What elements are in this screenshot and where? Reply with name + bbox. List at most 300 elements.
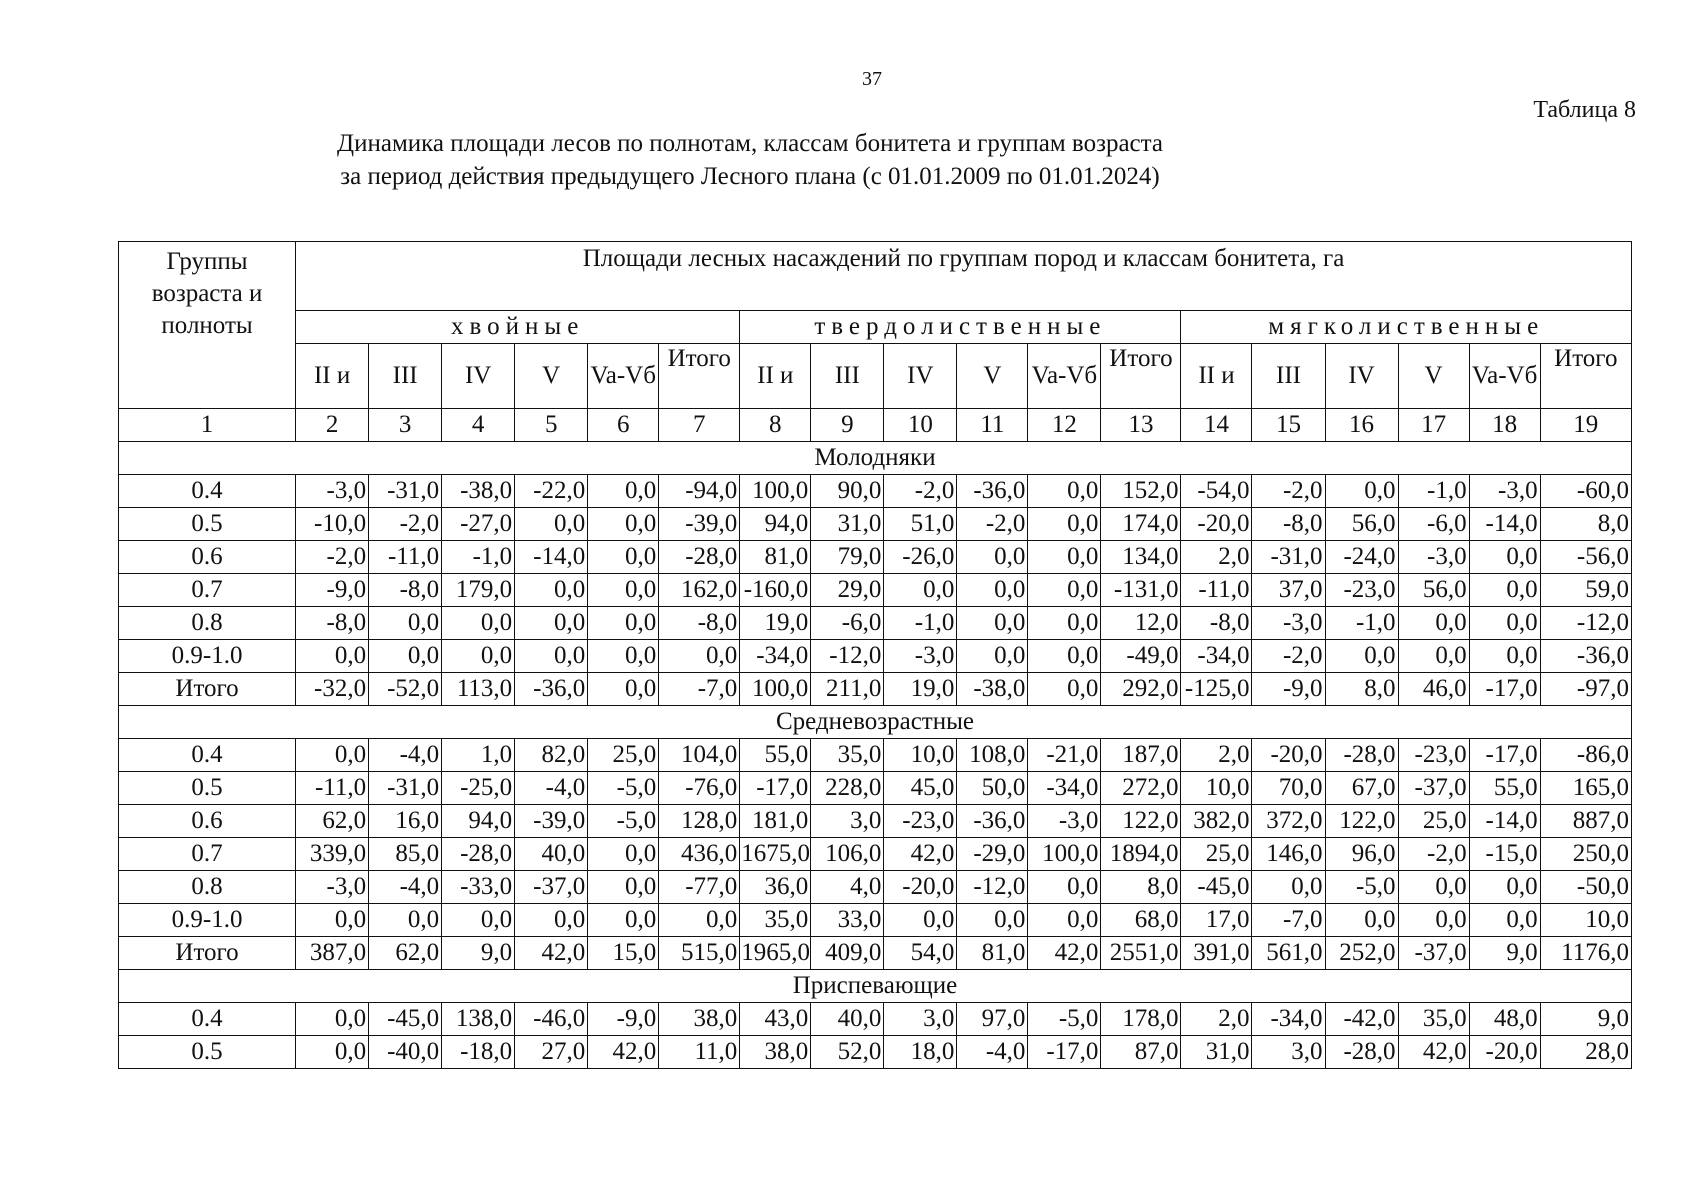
table-cell: 0,0	[296, 904, 369, 937]
table-cell: 55,0	[1469, 772, 1540, 805]
table-cell: -2,0	[957, 508, 1028, 541]
table-cell: 10,0	[1181, 772, 1252, 805]
header-subcol: V	[515, 344, 588, 409]
table-cell: 0,0	[884, 574, 957, 607]
table-cell: -34,0	[1028, 772, 1101, 805]
table-cell: 3,0	[811, 805, 884, 838]
table-cell: 0,0	[1469, 574, 1540, 607]
table-cell: 100,0	[740, 673, 811, 706]
section-title: Средневозрастные	[119, 706, 1632, 739]
table-cell: 179,0	[442, 574, 515, 607]
table-cell: 0,0	[1252, 871, 1325, 904]
table-cell: -54,0	[1181, 475, 1252, 508]
table-row	[119, 838, 1632, 871]
table-cell: -38,0	[957, 673, 1028, 706]
header-col-number: 1	[119, 409, 296, 442]
table-cell: 382,0	[1181, 805, 1252, 838]
table-cell: -25,0	[442, 772, 515, 805]
table-cell: 128,0	[659, 805, 740, 838]
table-cell: -3,0	[296, 475, 369, 508]
header-subcol: IV	[884, 344, 957, 409]
table-cell: 292,0	[1101, 673, 1181, 706]
title-line-1: Динамика площади лесов по полнотам, классам бонитета и группам возраста	[337, 130, 1163, 157]
table-cell: 56,0	[1325, 508, 1398, 541]
table-cell: 0,0	[515, 508, 588, 541]
table-cell: 45,0	[884, 772, 957, 805]
table-cell: 43,0	[740, 1003, 811, 1036]
table-cell: -4,0	[515, 772, 588, 805]
table-cell: -22,0	[515, 475, 588, 508]
table-cell: 0,0	[1469, 607, 1540, 640]
table-cell: 52,0	[811, 1036, 884, 1069]
table-cell: 152,0	[1101, 475, 1181, 508]
table-cell: 16,0	[369, 805, 442, 838]
table-cell: -39,0	[515, 805, 588, 838]
table-cell: 81,0	[957, 937, 1028, 970]
table-row	[119, 673, 1632, 706]
table-cell: 85,0	[369, 838, 442, 871]
table-cell: 100,0	[1028, 838, 1101, 871]
table-cell: -8,0	[369, 574, 442, 607]
table-cell: -7,0	[659, 673, 740, 706]
table-cell: 10,0	[1540, 904, 1631, 937]
table-cell: 3,0	[884, 1003, 957, 1036]
table-cell: 162,0	[659, 574, 740, 607]
table-cell: -17,0	[740, 772, 811, 805]
header-col-number: 4	[442, 409, 515, 442]
table-cell: 2551,0	[1101, 937, 1181, 970]
table-cell: 81,0	[740, 541, 811, 574]
table-cell: 42,0	[1028, 937, 1101, 970]
table-cell: -7,0	[1252, 904, 1325, 937]
table-cell: 68,0	[1101, 904, 1181, 937]
table-cell: -5,0	[588, 772, 659, 805]
table-cell: 0,0	[1325, 640, 1398, 673]
table-cell: -24,0	[1325, 541, 1398, 574]
table-cell: -3,0	[296, 871, 369, 904]
table-cell: -31,0	[369, 475, 442, 508]
table-cell: -1,0	[1398, 475, 1469, 508]
table-cell: -8,0	[1181, 607, 1252, 640]
table-cell: 0,0	[369, 640, 442, 673]
table-cell: 0,0	[957, 574, 1028, 607]
table-cell: -40,0	[369, 1036, 442, 1069]
forest-dynamics-table	[118, 241, 1632, 1069]
table-row	[119, 904, 1632, 937]
table-row	[119, 640, 1632, 673]
table-row	[119, 508, 1632, 541]
table-cell: -17,0	[1028, 1036, 1101, 1069]
table-cell: 1176,0	[1540, 937, 1631, 970]
table-cell: 0,0	[1469, 904, 1540, 937]
table-cell: -2,0	[296, 541, 369, 574]
header-col-number: 19	[1540, 409, 1631, 442]
table-cell: -34,0	[1252, 1003, 1325, 1036]
header-subcol: IV	[1325, 344, 1398, 409]
table-cell: -9,0	[296, 574, 369, 607]
table-cell: 122,0	[1325, 805, 1398, 838]
table-cell: 0,0	[515, 607, 588, 640]
table-cell: 0,0	[1028, 574, 1101, 607]
table-cell: -86,0	[1540, 739, 1631, 772]
table-cell: 100,0	[740, 475, 811, 508]
table-cell: 2,0	[1181, 1003, 1252, 1036]
header-col-number: 12	[1028, 409, 1101, 442]
table-cell: -52,0	[369, 673, 442, 706]
table-cell: -20,0	[884, 871, 957, 904]
table-cell: -49,0	[1101, 640, 1181, 673]
table-cell: -28,0	[1325, 1036, 1398, 1069]
table-cell: -4,0	[369, 739, 442, 772]
table-cell: -23,0	[884, 805, 957, 838]
section-row	[119, 442, 1632, 475]
table-cell: -32,0	[296, 673, 369, 706]
header-subcol: IV	[442, 344, 515, 409]
table-cell: -37,0	[1398, 772, 1469, 805]
header-subcol: III	[811, 344, 884, 409]
table-cell: 0,0	[369, 607, 442, 640]
table-cell: 38,0	[659, 1003, 740, 1036]
table-cell: 42,0	[884, 838, 957, 871]
section-title: Приспевающие	[119, 970, 1632, 1003]
table-cell: -37,0	[1398, 937, 1469, 970]
table-cell: -14,0	[1469, 805, 1540, 838]
header-col-number: 15	[1252, 409, 1325, 442]
row-label: 0.4	[119, 739, 296, 772]
header-subcol: Va-Vб	[588, 344, 659, 409]
table-cell: 67,0	[1325, 772, 1398, 805]
table-cell: 87,0	[1101, 1036, 1181, 1069]
header-subcol: Итого	[1101, 344, 1181, 409]
table-cell: 12,0	[1101, 607, 1181, 640]
table-cell: 436,0	[659, 838, 740, 871]
table-cell: 181,0	[740, 805, 811, 838]
table-cell: -45,0	[369, 1003, 442, 1036]
table-cell: -38,0	[442, 475, 515, 508]
table-cell: 8,0	[1325, 673, 1398, 706]
table-cell: 0,0	[588, 574, 659, 607]
header-subcol: Итого	[659, 344, 740, 409]
table-cell: -8,0	[1252, 508, 1325, 541]
header-subcol: V	[957, 344, 1028, 409]
table-cell: 0,0	[1028, 508, 1101, 541]
header-col-number: 7	[659, 409, 740, 442]
table-cell: 48,0	[1469, 1003, 1540, 1036]
table-cell: -28,0	[1325, 739, 1398, 772]
table-cell: 19,0	[740, 607, 811, 640]
table-cell: -125,0	[1181, 673, 1252, 706]
table-cell: 0,0	[957, 640, 1028, 673]
table-cell: 82,0	[515, 739, 588, 772]
table-cell: 0,0	[442, 607, 515, 640]
table-cell: -36,0	[515, 673, 588, 706]
table-cell: 31,0	[1181, 1036, 1252, 1069]
table-cell: 108,0	[957, 739, 1028, 772]
table-cell: -18,0	[442, 1036, 515, 1069]
table-cell: 165,0	[1540, 772, 1631, 805]
table-cell: -14,0	[515, 541, 588, 574]
table-cell: 0,0	[1398, 607, 1469, 640]
table-row	[119, 1003, 1632, 1036]
table-cell: 42,0	[588, 1036, 659, 1069]
header-subcol: III	[369, 344, 442, 409]
table-cell: 62,0	[296, 805, 369, 838]
table-cell: -11,0	[369, 541, 442, 574]
table-cell: -4,0	[957, 1036, 1028, 1069]
table-cell: 134,0	[1101, 541, 1181, 574]
table-cell: 50,0	[957, 772, 1028, 805]
header-subcol: II и	[740, 344, 811, 409]
row-label: 0.4	[119, 475, 296, 508]
row-label: 0.5	[119, 1036, 296, 1069]
table-row	[119, 541, 1632, 574]
table-cell: 0,0	[442, 640, 515, 673]
table-cell: 339,0	[296, 838, 369, 871]
table-cell: -6,0	[811, 607, 884, 640]
table-cell: 387,0	[296, 937, 369, 970]
table-cell: 0,0	[1325, 475, 1398, 508]
table-cell: -45,0	[1181, 871, 1252, 904]
table-cell: 0,0	[369, 904, 442, 937]
table-cell: -3,0	[1252, 607, 1325, 640]
table-cell: 35,0	[811, 739, 884, 772]
table-cell: -20,0	[1469, 1036, 1540, 1069]
table-cell: -3,0	[1028, 805, 1101, 838]
table-cell: 0,0	[588, 508, 659, 541]
table-row	[119, 739, 1632, 772]
table-cell: 372,0	[1252, 805, 1325, 838]
table-cell: 31,0	[811, 508, 884, 541]
table-cell: -46,0	[515, 1003, 588, 1036]
table-cell: 0,0	[1398, 871, 1469, 904]
table-cell: 42,0	[1398, 1036, 1469, 1069]
table-cell: -23,0	[1325, 574, 1398, 607]
table-cell: -17,0	[1469, 673, 1540, 706]
table-cell: -20,0	[1181, 508, 1252, 541]
table-cell: -36,0	[957, 805, 1028, 838]
table-row	[119, 772, 1632, 805]
row-label: 0.7	[119, 838, 296, 871]
table-cell: 0,0	[515, 640, 588, 673]
table-cell: 104,0	[659, 739, 740, 772]
table-cell: 0,0	[884, 904, 957, 937]
table-cell: 25,0	[588, 739, 659, 772]
table-cell: -28,0	[442, 838, 515, 871]
table-cell: -9,0	[1252, 673, 1325, 706]
table-cell: 0,0	[1028, 640, 1101, 673]
table-cell: 40,0	[811, 1003, 884, 1036]
header-subcol: III	[1252, 344, 1325, 409]
table-cell: 174,0	[1101, 508, 1181, 541]
header-group-col: Группы возраста и полноты	[119, 242, 296, 409]
table-cell: -8,0	[296, 607, 369, 640]
table-cell: -12,0	[811, 640, 884, 673]
table-cell: 138,0	[442, 1003, 515, 1036]
table-cell: 0,0	[296, 739, 369, 772]
table-row	[119, 871, 1632, 904]
table-cell: 0,0	[515, 904, 588, 937]
table-cell: 211,0	[811, 673, 884, 706]
row-label: Итого	[119, 673, 296, 706]
table-cell: -2,0	[1252, 640, 1325, 673]
table-cell: 250,0	[1540, 838, 1631, 871]
table-cell: 106,0	[811, 838, 884, 871]
section-row	[119, 970, 1632, 1003]
table-cell: -160,0	[740, 574, 811, 607]
row-label: 0.5	[119, 508, 296, 541]
table-cell: 54,0	[884, 937, 957, 970]
table-cell: 0,0	[296, 1036, 369, 1069]
table-cell: 0,0	[1469, 640, 1540, 673]
row-label: 0.6	[119, 541, 296, 574]
table-cell: -31,0	[369, 772, 442, 805]
table-cell: 391,0	[1181, 937, 1252, 970]
header-col-number: 9	[811, 409, 884, 442]
table-cell: 36,0	[740, 871, 811, 904]
table-cell: 42,0	[515, 937, 588, 970]
table-cell: -60,0	[1540, 475, 1631, 508]
row-label: 0.8	[119, 607, 296, 640]
header-numbers-row	[119, 409, 1632, 442]
table-cell: 18,0	[884, 1036, 957, 1069]
title-line-2: за период действия предыдущего Лесного плана (с 01.01.2009 по 01.01.2024)	[340, 163, 1160, 190]
table-cell: 0,0	[588, 673, 659, 706]
table-cell: 0,0	[588, 475, 659, 508]
table-cell: 40,0	[515, 838, 588, 871]
header-group-hardwood: твердолиственные	[740, 311, 1181, 344]
table-cell: -34,0	[1181, 640, 1252, 673]
header-main: Площади лесных насаждений по группам пород и классам бонитета, га	[296, 242, 1632, 311]
header-col-number: 8	[740, 409, 811, 442]
table-cell: 9,0	[442, 937, 515, 970]
header-subcol: Итого	[1540, 344, 1631, 409]
table-cell: 0,0	[1028, 673, 1101, 706]
header-subcol: Va-Vб	[1469, 344, 1540, 409]
table-cell: 122,0	[1101, 805, 1181, 838]
table-cell: -76,0	[659, 772, 740, 805]
table-cell: 0,0	[442, 904, 515, 937]
table-cell: 515,0	[659, 937, 740, 970]
header-col-number: 14	[1181, 409, 1252, 442]
table-cell: 0,0	[296, 1003, 369, 1036]
table-cell: -2,0	[369, 508, 442, 541]
table-cell: 35,0	[1398, 1003, 1469, 1036]
table-cell: 94,0	[442, 805, 515, 838]
header-group-coniferous: хвойные	[296, 311, 740, 344]
header-col-number: 5	[515, 409, 588, 442]
table-cell: -10,0	[296, 508, 369, 541]
table-cell: 561,0	[1252, 937, 1325, 970]
table-cell: -17,0	[1469, 739, 1540, 772]
table-row	[119, 607, 1632, 640]
table-cell: 25,0	[1398, 805, 1469, 838]
table-cell: 0,0	[1028, 904, 1101, 937]
table-cell: -3,0	[1469, 475, 1540, 508]
section-row	[119, 706, 1632, 739]
table-cell: -36,0	[1540, 640, 1631, 673]
table-cell: 146,0	[1252, 838, 1325, 871]
table-cell: 1,0	[442, 739, 515, 772]
table-cell: 0,0	[957, 904, 1028, 937]
table-cell: 228,0	[811, 772, 884, 805]
table-cell: 38,0	[740, 1036, 811, 1069]
table-cell: 15,0	[588, 937, 659, 970]
table-cell: -2,0	[1252, 475, 1325, 508]
table-cell: -1,0	[442, 541, 515, 574]
table-cell: -36,0	[957, 475, 1028, 508]
table-cell: 0,0	[588, 838, 659, 871]
table-cell: 62,0	[369, 937, 442, 970]
row-label: 0.9-1.0	[119, 904, 296, 937]
table-cell: 1675,0	[740, 838, 811, 871]
table-cell: -1,0	[1325, 607, 1398, 640]
table-cell: 0,0	[659, 640, 740, 673]
table-cell: -42,0	[1325, 1003, 1398, 1036]
table-cell: -1,0	[884, 607, 957, 640]
table-cell: 17,0	[1181, 904, 1252, 937]
table-cell: 29,0	[811, 574, 884, 607]
table-cell: -33,0	[442, 871, 515, 904]
table-cell: 0,0	[1469, 541, 1540, 574]
header-subcol: V	[1398, 344, 1469, 409]
table-cell: -3,0	[1398, 541, 1469, 574]
table-cell: 178,0	[1101, 1003, 1181, 1036]
table-cell: -2,0	[1398, 838, 1469, 871]
table-cell: 97,0	[957, 1003, 1028, 1036]
table-cell: 51,0	[884, 508, 957, 541]
table-cell: 0,0	[957, 607, 1028, 640]
table-cell: 4,0	[811, 871, 884, 904]
table-cell: 0,0	[588, 871, 659, 904]
table-cell: -21,0	[1028, 739, 1101, 772]
table-cell: 0,0	[1028, 475, 1101, 508]
table-cell: -3,0	[884, 640, 957, 673]
header-col-number: 6	[588, 409, 659, 442]
table-cell: 187,0	[1101, 739, 1181, 772]
table-cell: 1894,0	[1101, 838, 1181, 871]
table-cell: 27,0	[515, 1036, 588, 1069]
section-title: Молодняки	[119, 442, 1632, 475]
table-row	[119, 805, 1632, 838]
table-cell: 25,0	[1181, 838, 1252, 871]
row-label: 0.7	[119, 574, 296, 607]
table-cell: -131,0	[1101, 574, 1181, 607]
table-cell: 33,0	[811, 904, 884, 937]
table-cell: 3,0	[1252, 1036, 1325, 1069]
table-cell: 70,0	[1252, 772, 1325, 805]
table-cell: -14,0	[1469, 508, 1540, 541]
table-cell: -27,0	[442, 508, 515, 541]
header-subcol: Va-Vб	[1028, 344, 1101, 409]
header-subcol: II и	[1181, 344, 1252, 409]
row-label: 0.8	[119, 871, 296, 904]
table-cell: 0,0	[588, 640, 659, 673]
table-cell: 0,0	[1028, 607, 1101, 640]
table-cell: -34,0	[740, 640, 811, 673]
table-cell: 37,0	[1252, 574, 1325, 607]
table-cell: 79,0	[811, 541, 884, 574]
header-col-number: 2	[296, 409, 369, 442]
table-cell: -39,0	[659, 508, 740, 541]
header-col-number: 17	[1398, 409, 1469, 442]
table-cell: 1965,0	[740, 937, 811, 970]
table-label: Таблица 8	[1533, 97, 1636, 123]
header-group-softwood: мягколиственные	[1181, 311, 1632, 344]
row-label: 0.6	[119, 805, 296, 838]
header-col-number: 18	[1469, 409, 1540, 442]
table-cell: 0,0	[1028, 541, 1101, 574]
table-cell: 272,0	[1101, 772, 1181, 805]
